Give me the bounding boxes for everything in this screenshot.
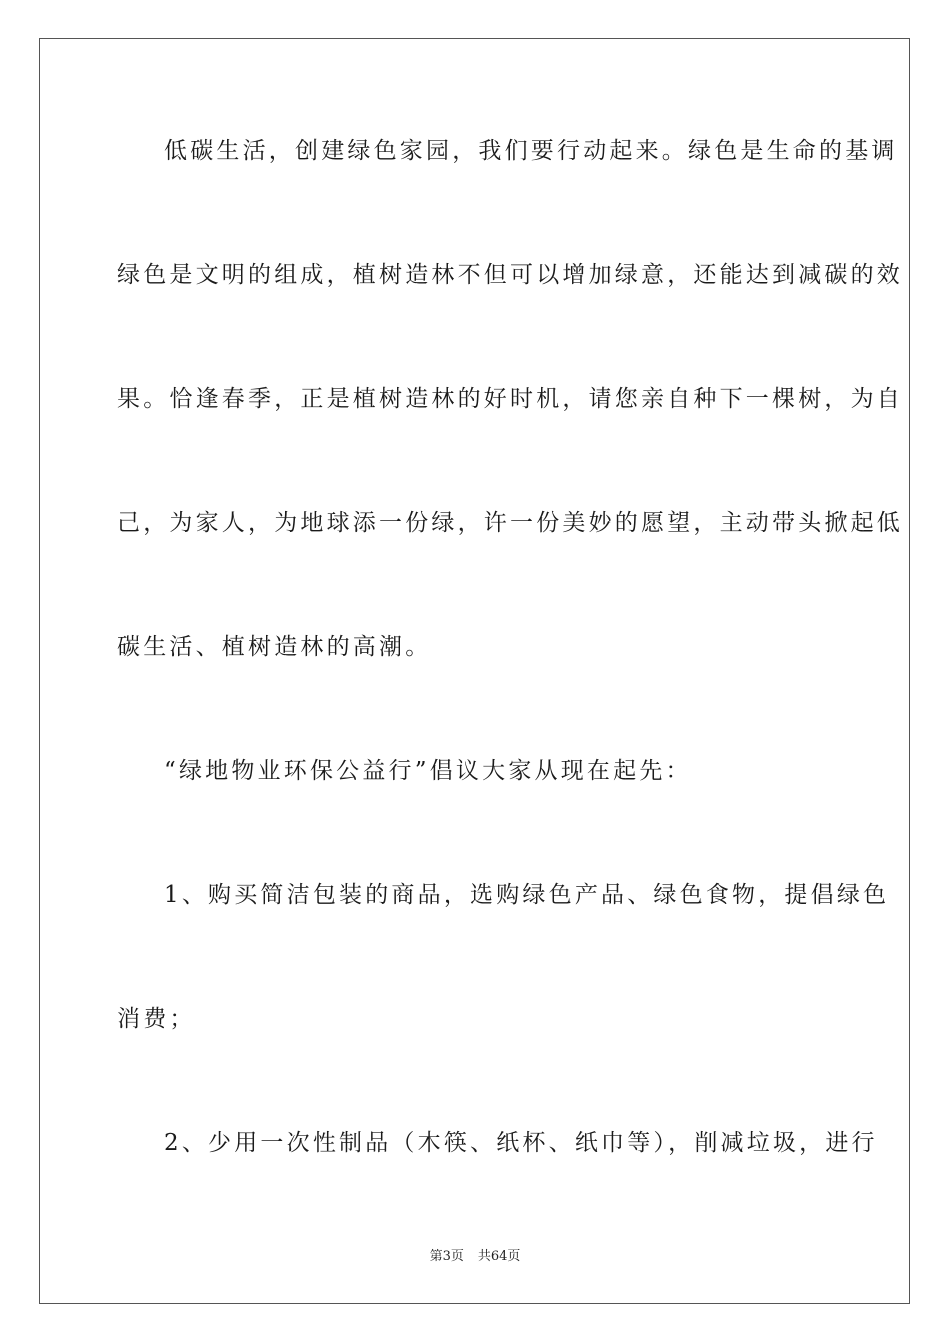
paragraph-line: 果。恰逢春季，正是植树造林的好时机，请您亲自种下一棵树，为自	[117, 386, 903, 412]
paragraph-line: 低碳生活，创建绿色家园，我们要行动起来。绿色是生命的基调	[164, 138, 898, 164]
paragraph-line: 碳生活、植树造林的高潮。	[117, 634, 432, 660]
paragraph-line: 己，为家人，为地球添一份绿，许一份美妙的愿望，主动带头掀起低	[117, 510, 903, 536]
page-total: 共64页	[477, 1249, 521, 1264]
list-item-line: 消费；	[117, 1006, 196, 1032]
paragraph-line: 绿色是文明的组成，植树造林不但可以增加绿意，还能达到减碳的效	[117, 262, 903, 288]
page-number: 第3页	[429, 1249, 464, 1264]
list-item-line: 2、少用一次性制品（木筷、纸杯、纸巾等），削减垃圾，进行	[164, 1130, 878, 1156]
list-item-line: 1、购买简洁包装的商品，选购绿色产品、绿色食物，提倡绿色	[164, 882, 890, 908]
page-border	[39, 38, 910, 1304]
page-footer	[0, 1248, 950, 1266]
paragraph-line: “绿地物业环保公益行”倡议大家从现在起先：	[164, 758, 692, 784]
